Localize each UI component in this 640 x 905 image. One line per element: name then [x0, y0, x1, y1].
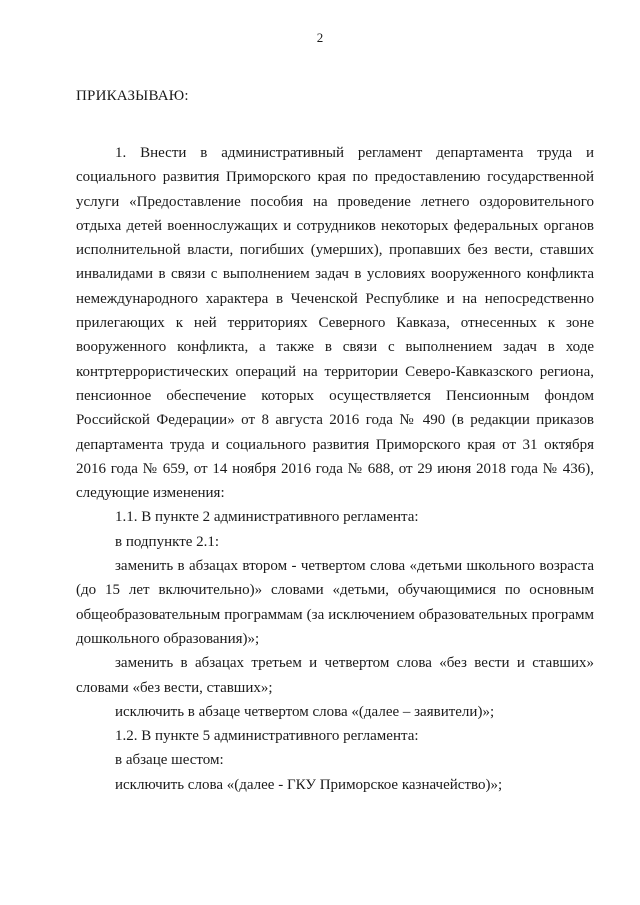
paragraph-subitem-2-1: в подпункте 2.1:	[115, 533, 220, 550]
document-body	[76, 141, 594, 797]
paragraph-exclude-applicants: исключить в абзаце четвертом слова «(далее – заявители)»;	[115, 703, 495, 720]
order-heading: ПРИКАЗЫВАЮ:	[76, 88, 189, 104]
paragraph-replace-missing: заменить в абзацах третьем и четвертом слова «без вести и ставших» словами «без вести, ставших»;	[76, 655, 594, 696]
paragraph-exclude-treasury: исключить слова «(далее - ГКУ Приморское казначейство)»;	[115, 776, 503, 793]
paragraph-item-1-2: 1.2. В пункте 5 административного регламента:	[115, 728, 419, 745]
paragraph-item-1-1: 1.1. В пункте 2 административного регламента:	[115, 509, 419, 526]
paragraph-sixth-subparagraph: в абзаце шестом:	[115, 752, 224, 769]
paragraph-replace-school-age: заменить в абзацах втором - четвертом слова «детьми школьного возраста (до 15 лет включительно)» словами «детьми, обучающимися по основным общеобразовательным программам (за исключением образовательных программ дошкольного образования)»;	[76, 558, 594, 647]
paragraph-item-1: 1. Внести в административный регламент департамента труда и социального развития Приморского края по предоставлению государственной услуги «Предоставление пособия на проведение летнего оздоровительного отдыха детей военнослужащих и сотрудников некоторых федеральных органов исполнительной власти, погибших (умерших), пропавших без вести, ставших инвалидами в связи с выполнением задач в условиях вооруженного конфликта немеждународного характера в Чеченской Республике и на непосредственно прилегающих к ней территориях Северного Кавказа, отнесенных к зоне вооруженного конфликта, а также в связи с выполнением задач в ходе контртеррористических операций на территории Северо-Кавказского региона, пенсионное обеспечение которых осуществляется Пенсионным фондом Российской Федерации» от 8 августа 2016 года № 490 (в редакции приказов департамента труда и социального развития Приморского края от 31 октября 2016 года № 659, от 14 ноября 2016 года № 688, от 29 июня 2018 года № 436), следующие изменения:	[76, 145, 594, 502]
page-number: 2	[316, 30, 324, 45]
